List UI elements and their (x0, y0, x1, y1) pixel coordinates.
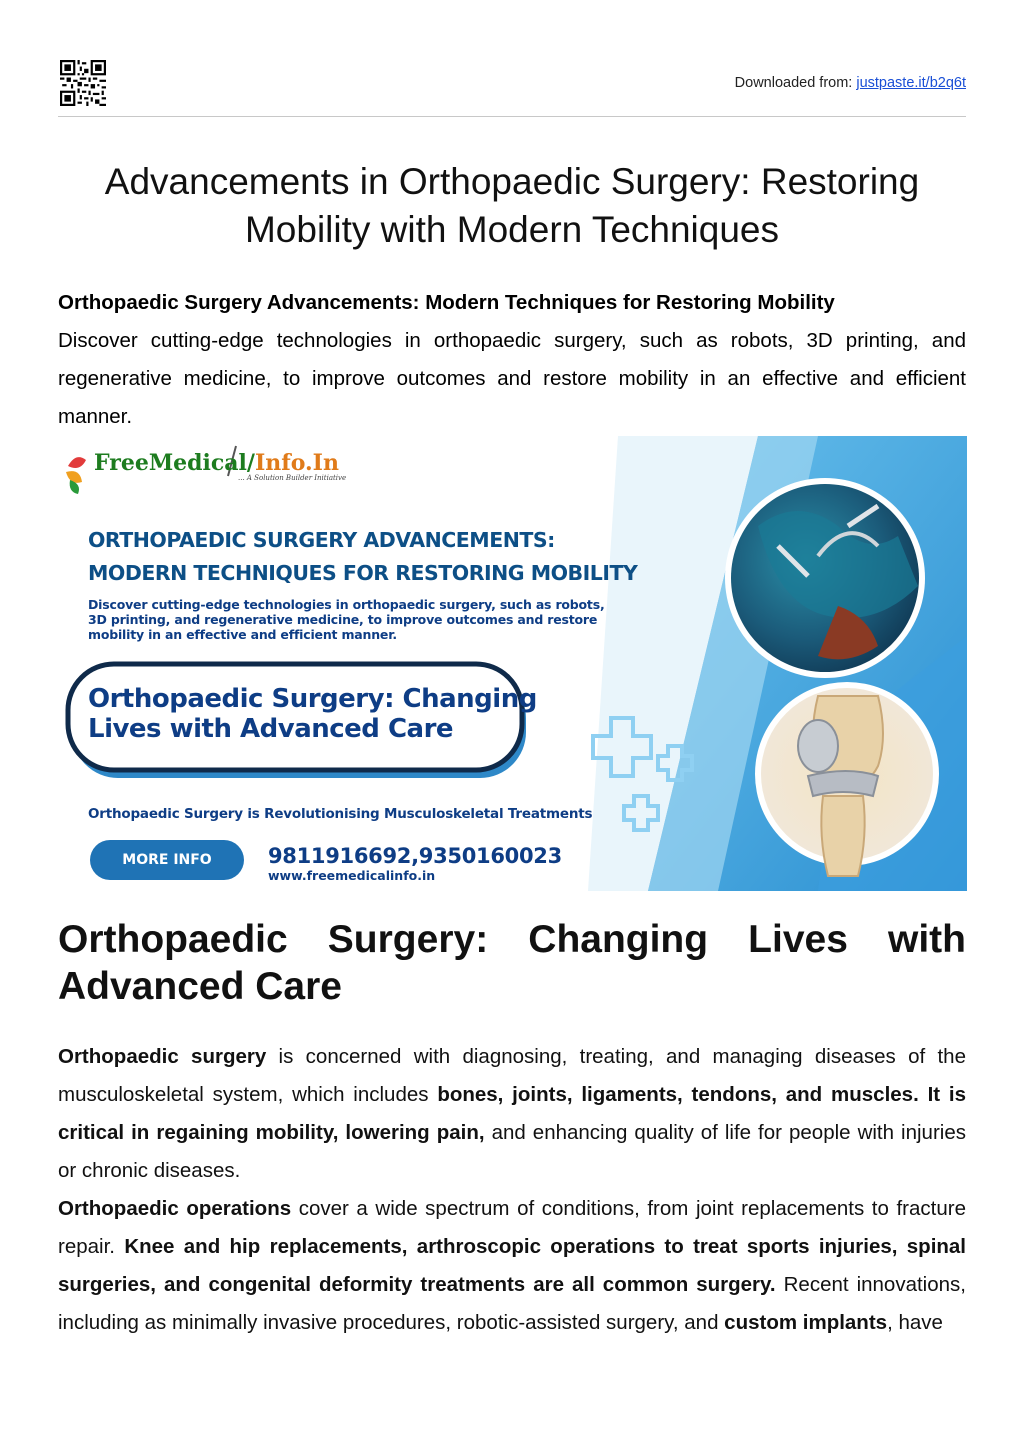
banner-pill-text: Orthopaedic Surgery: Changing Lives with Advanced Care (88, 684, 537, 744)
text-run: is concerned with diagnosing, treating, and managing diseases of the musculoskeletal system, which includes (58, 1045, 966, 1106)
text-run: Recent innovations, including as minimally invasive procedures, robotic-assisted surgery, and (58, 1273, 966, 1334)
download-link[interactable]: justpaste.it/b2q6t (856, 75, 966, 91)
text-run: bones, joints, ligaments, tendons, and muscles. It is critical in regaining mobility, lowering pain, (58, 1083, 966, 1144)
text-run: Orthopaedic surgery (58, 1045, 267, 1068)
banner-graphic (58, 436, 967, 891)
text-run: Orthopaedic operations (58, 1197, 292, 1220)
text-run: custom implants (724, 1311, 888, 1334)
banner-headline: ORTHOPAEDIC SURGERY ADVANCEMENTS: MODERN TECHNIQUES FOR RESTORING MOBILITY (88, 528, 638, 585)
more-info-button[interactable]: MORE INFO (90, 840, 244, 880)
promo-banner (58, 436, 967, 891)
download-source (735, 75, 966, 91)
body-paragraph-1 (58, 1038, 966, 1190)
banner-tagline: Orthopaedic Surgery is Revolutionising Musculoskeletal Treatments (88, 806, 593, 822)
qr-code-icon (60, 60, 106, 106)
banner-url: www.freemedicalinfo.in (268, 868, 436, 883)
lead-bold-heading: Orthopaedic Surgery Advancements: Modern Techniques for Restoring Mobility (58, 291, 835, 314)
lead-text: Discover cutting-edge technologies in orthopaedic surgery, such as robots, 3D printing, and regenerative medicine, to improve outcomes and restore mobility in an effective and efficient manner. (58, 329, 966, 428)
banner-logo: FreeMedical/Info.In (94, 450, 339, 476)
text-run: cover a wide spectrum of conditions, from joint replacements to fracture repair. (58, 1197, 966, 1258)
text-run: Knee and hip replacements, arthroscopic operations to treat sports injuries, spinal surgeries, and congenital deformity treatments are all common surgery. (58, 1235, 967, 1296)
body-paragraph-2 (58, 1190, 966, 1342)
text-run: and enhancing quality of life for people with injuries or chronic diseases. (58, 1121, 966, 1182)
body-text (58, 1038, 966, 1342)
banner-phone: 9811916692,9350160023 (268, 844, 562, 868)
section-heading: Orthopaedic Surgery: Changing Lives with Advanced Care (58, 918, 966, 1008)
page-title: Advancements in Orthopaedic Surgery: Restoring Mobility with Modern Techniques (104, 161, 920, 250)
banner-subtext: Discover cutting-edge technologies in orthopaedic surgery, such as robots, 3D printing, and regenerative medicine, to improve outcomes and restore mobility in an effective and efficient manner. (88, 597, 605, 642)
banner-logo-tagline: ... A Solution Builder Initiative (238, 474, 347, 482)
lead-paragraph (58, 284, 966, 436)
download-prefix: Downloaded from: (734, 75, 857, 91)
text-run: , have (887, 1311, 943, 1334)
header-divider (58, 116, 966, 117)
